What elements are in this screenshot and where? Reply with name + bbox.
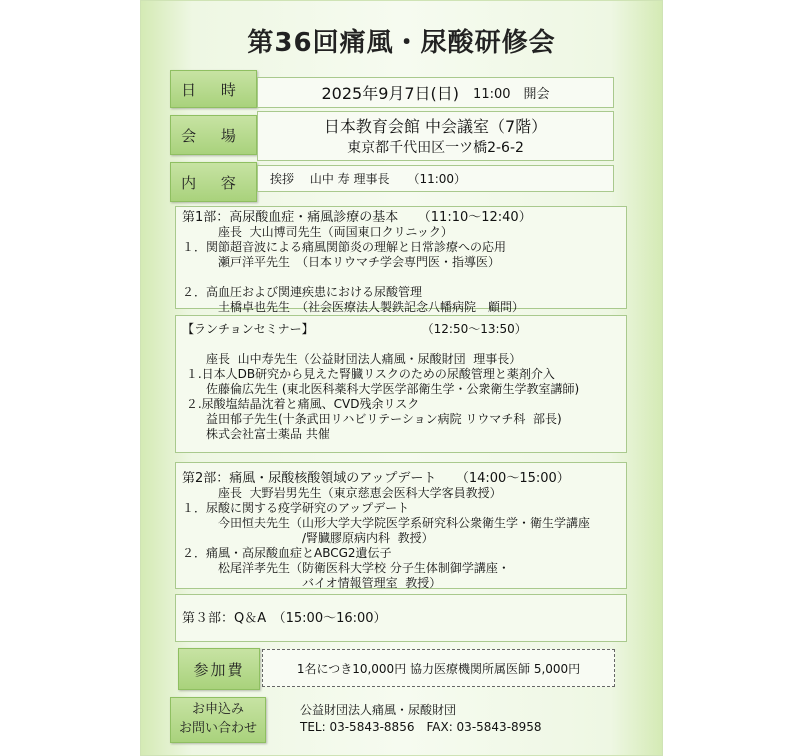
event-time: 11:00 開会 [473,87,550,102]
luncheon-heading: 【ランチョンセミナー】 （12:50～13:50） [182,322,527,336]
part1-talk2-title: ２．高血圧および関連疾患における尿酸管理 [182,285,423,299]
part1-spacer [182,270,620,285]
fee-box [262,649,615,687]
date-label: 日 時 [170,70,257,108]
part1-talk2-speaker: 土橋卓也先生 （社会医療法人製鉄記念八幡病院 顧問） [182,300,525,314]
part2-talk2-speaker: 松尾洋孝先生（防衛医科大学校 分子生体制御学講座・ [182,561,510,575]
venue-address: 東京都千代田区一ツ橋2-6-2 [347,140,524,156]
part1-section [175,206,627,314]
contact-block [300,702,542,736]
part2-chair: 座長 大野岩男先生（東京慈恵会医科大学客員教授） [182,486,502,500]
venue-label: 会 場 [170,115,257,155]
part3-heading: 第３部：Q＆A （15:00～16:00） [182,610,387,626]
luncheon-talk2-title: ２.尿酸塩結晶沈着と痛風、CVD残余リスク [182,397,420,411]
page-title: 第36回痛風・尿酸研修会 [247,28,556,58]
luncheon-spacer [182,337,620,352]
contact-org: 公益財団法人痛風・尿酸財団 [300,703,457,717]
fee-label: 参加費 [178,648,260,690]
part2-talk2-speaker-cont: バイオ情報管理室 教授） [182,576,442,590]
event-date: 2025年9月7日(日) [321,84,460,103]
inquiry-label-line2: お問い合わせ [178,721,257,736]
luncheon-talk1-title: １.日本人DB研究から見えた腎臓リスクのための尿酸管理と薬剤介入 [182,367,555,381]
part1-talk1-speaker: 瀬戸洋平先生 （日本リウマチ学会専門医・指導医） [182,255,501,269]
part1-talk1-title: １．関節超音波による痛風関節炎の理解と日常診療への応用 [182,240,507,254]
venue-name: 日本教育会館 中会議室（7階） [323,117,548,136]
part3-section [175,594,627,642]
luncheon-talk2-speaker: 益田郁子先生(十条武田リハビリテーション病院 リウマチ科 部長) [182,412,562,426]
fee-text: 1名につき10,000円 協力医療機関所属医師 5,000円 [296,661,581,676]
contact-phone: TEL: 03-5843-8856 FAX: 03-5843-8958 [300,720,542,734]
content-label: 内 容 [170,162,257,202]
part2-heading: 第2部：痛風・尿酸核酸領域のアップデート （14:00～15:00） [182,471,570,486]
part1-heading: 第1部：高尿酸血症・痛風診療の基本 （11:10～12:40） [182,210,532,225]
luncheon-talk1-speaker: 佐藤倫広先生 (東北医科薬科大学医学部衛生学・公衆衛生学教室講師) [182,382,580,396]
venue-box [257,111,614,161]
inquiry-label [170,697,266,743]
luncheon-sponsor: 株式会社富士薬品 共催 [182,427,330,441]
part2-talk1-speaker: 今田恒夫先生（山形大学大学院医学系研究科公衆衛生学・衛生学講座 [182,516,591,530]
part2-talk1-speaker-cont: /腎臓膠原病内科 教授） [182,531,434,545]
luncheon-section [175,315,627,453]
date-box [257,77,614,108]
greeting-text: 挨拶 山中 寿 理事長 （11:00） [270,172,467,186]
part2-section [175,462,627,589]
greeting-box [257,165,614,192]
inquiry-label-line1: お申込み [191,702,244,718]
part1-chair: 座長 大山博司先生（両国東口クリニック） [182,225,453,239]
part2-talk2-title: ２．痛風・高尿酸血症とABCG2遺伝子 [182,546,392,560]
luncheon-chair: 座長 山中寿先生（公益財団法人痛風・尿酸財団 理事長） [182,352,522,366]
part2-talk1-title: １．尿酸に関する疫学研究のアップデート [182,501,410,515]
